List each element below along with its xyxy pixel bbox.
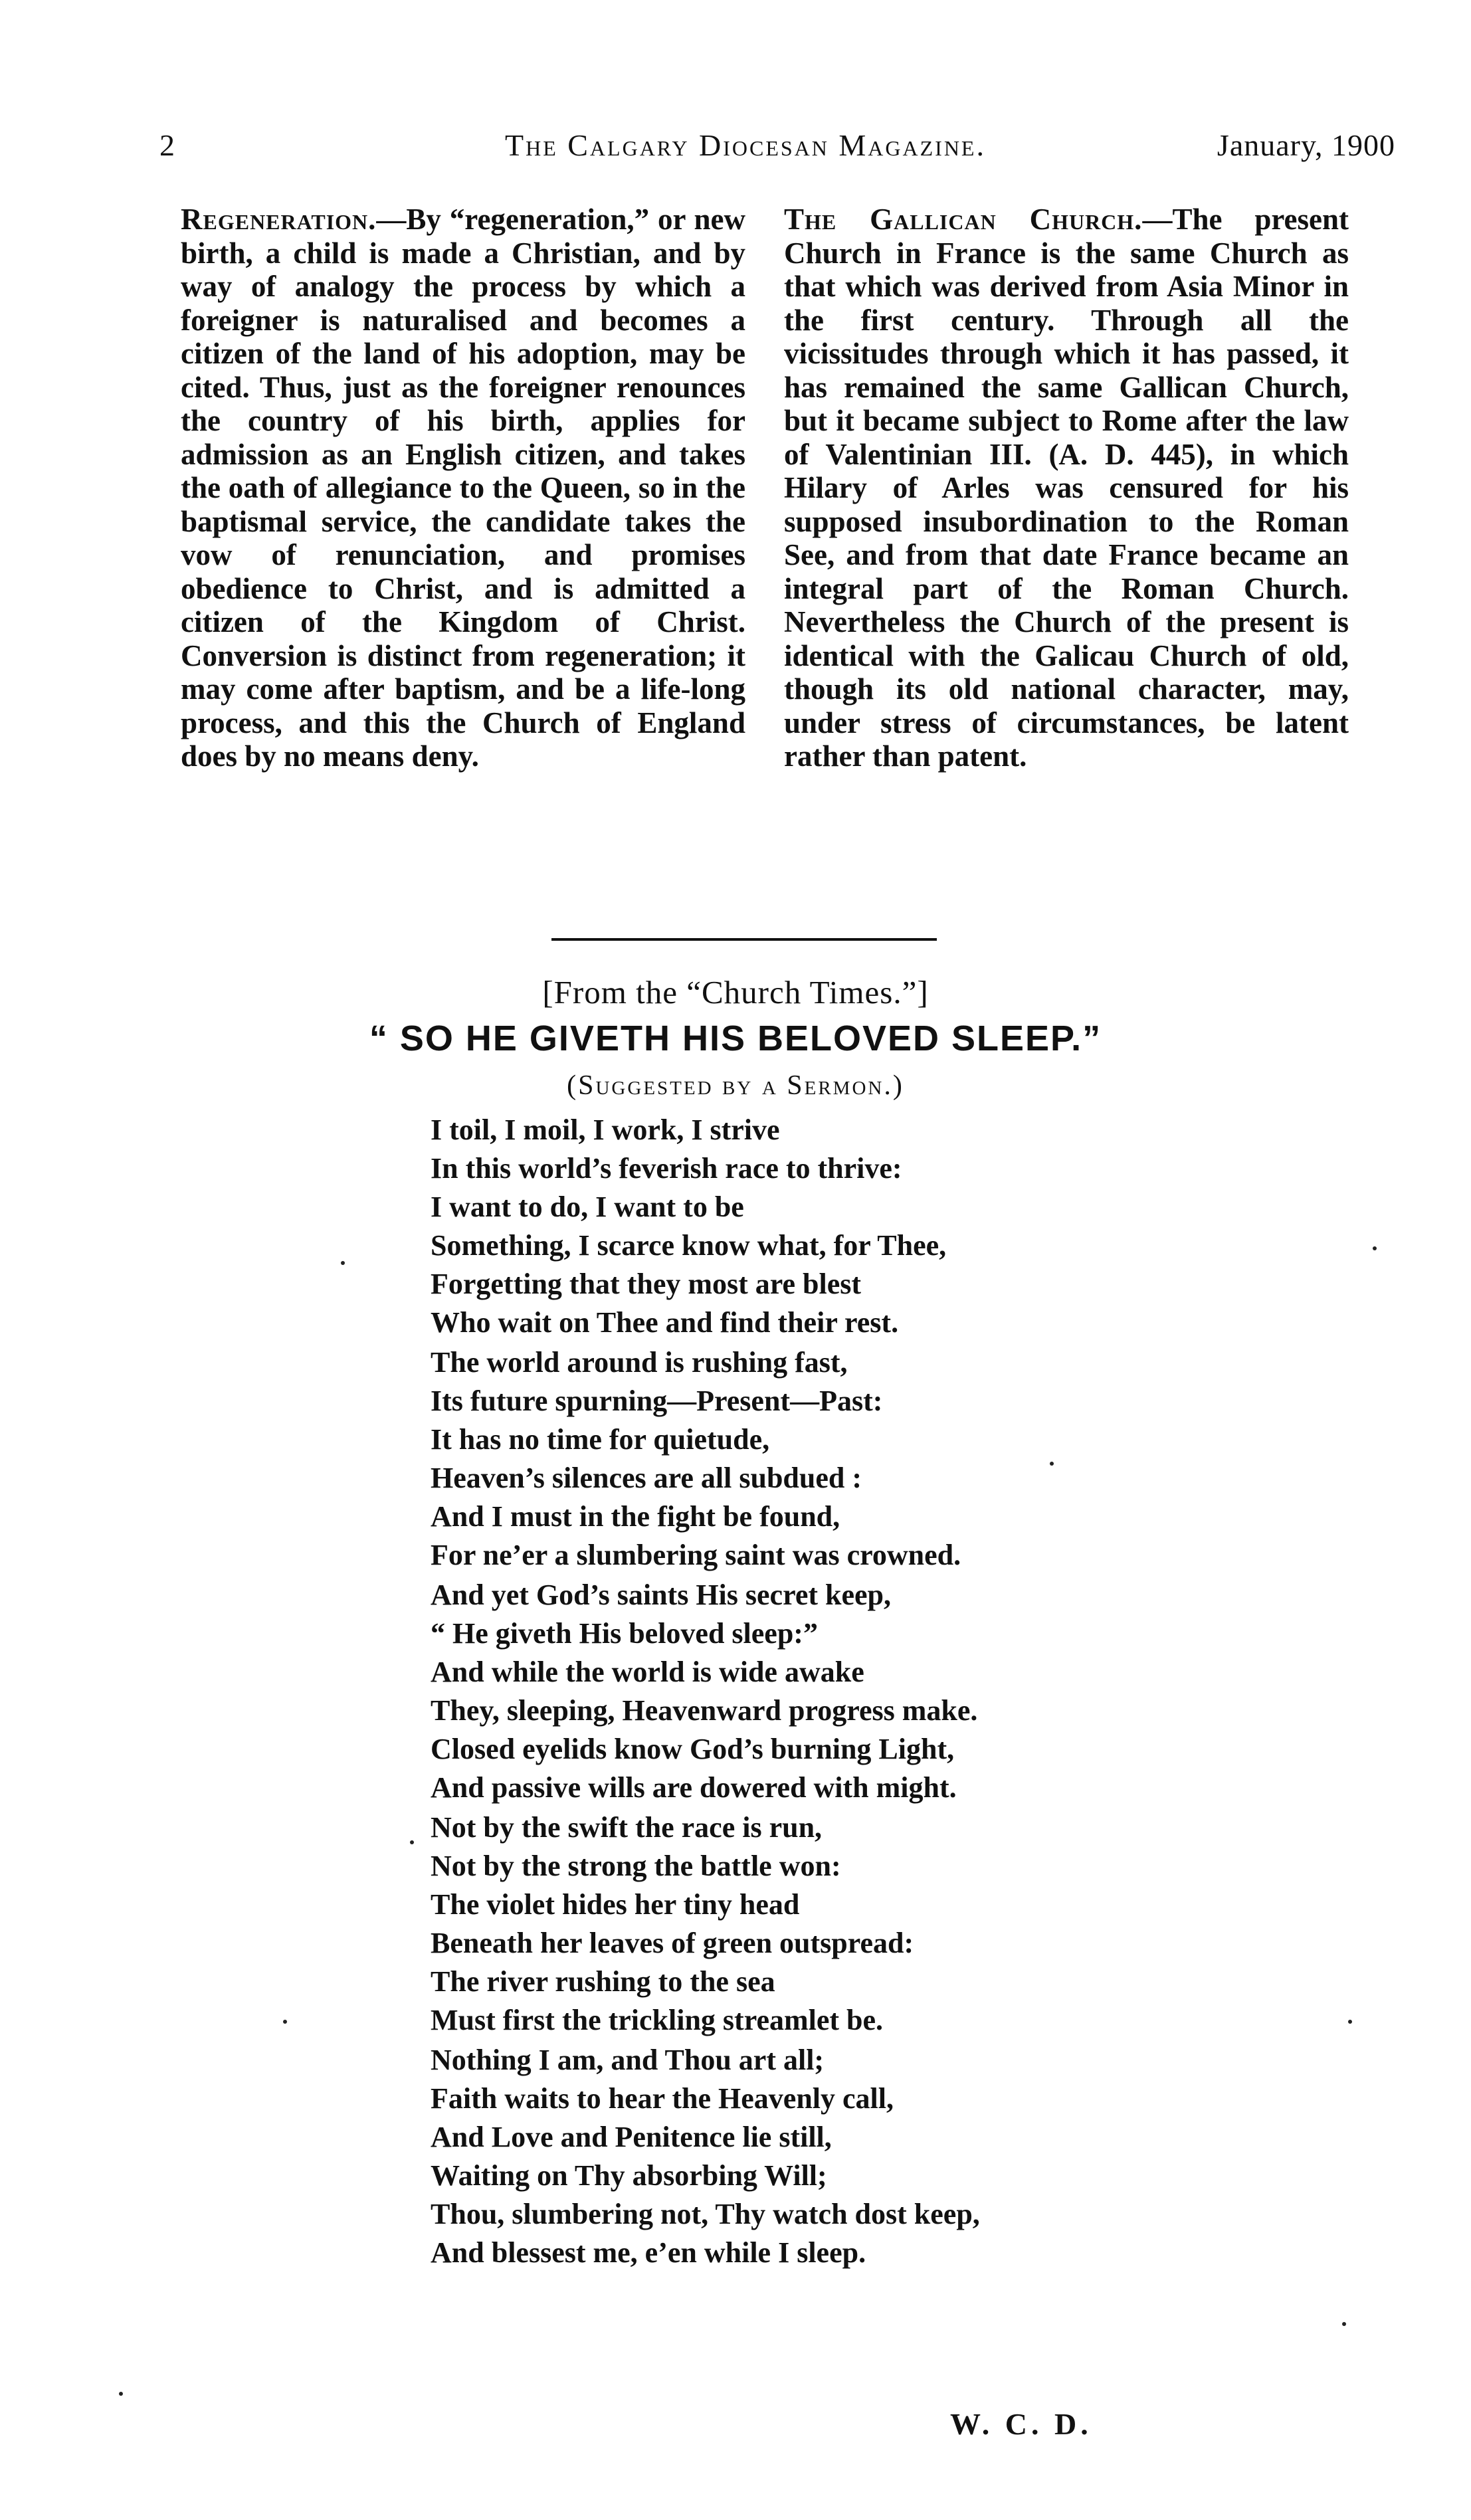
article-body: —By “regeneration,” or new birth, a child is made a Christian, and by way of analogy the process by which a foreigner is naturalised and becomes a citizen of the land of his adoption, may be cited. Thus, just as the foreigner renounces the country of his birth, applies for admission as an English citizen, and takes the oath of allegiance to the Queen, so in the baptismal service, the candidate takes the vow of renunciation, and promises obedience to Christ, and is admitted a citizen of the Kingdom of Christ. Conversion is distinct from regeneration; it may come after baptism, and be a life-long process, and this the Church of England does by no means deny. — [181, 203, 745, 773]
article-lead: The Gallican Church. — [784, 203, 1143, 236]
poem-line: I toil, I moil, I work, I strive — [431, 1114, 780, 1146]
poem-line: Beneath her leaves of green outspread: — [431, 1927, 914, 1959]
print-speck — [1348, 2020, 1352, 2024]
print-speck — [341, 1261, 345, 1265]
article-paragraph — [784, 203, 1349, 773]
poem-line: And I must in the fight be found, — [431, 1500, 840, 1533]
print-speck — [1342, 2322, 1346, 2326]
poem-stanza — [431, 1808, 914, 2040]
poem-line: And Love and Penitence lie still, — [431, 2121, 832, 2153]
print-speck — [119, 2392, 123, 2396]
article-regeneration — [181, 203, 745, 773]
poem-line: Who wait on Thee and find their rest. — [431, 1306, 899, 1339]
poem-line: Nothing I am, and Thou art all; — [431, 2044, 825, 2076]
poem-stanza — [431, 1111, 946, 1342]
section-divider — [551, 938, 937, 941]
poem-line: The violet hides her tiny head — [431, 1888, 800, 1921]
print-speck — [1373, 1246, 1377, 1250]
article-paragraph — [181, 203, 745, 773]
poem-line: “ He giveth His beloved sleep:” — [431, 1617, 818, 1650]
poem-line: The world around is rushing fast, — [431, 1346, 848, 1379]
poem-line: Faith waits to hear the Heavenly call, — [431, 2082, 894, 2115]
poem-stanza — [431, 1576, 977, 1807]
poem-line: The river rushing to the sea — [431, 1965, 775, 1998]
poem-line: They, sleeping, Heavenward progress make. — [431, 1694, 978, 1727]
poem-line: And blessest me, e’en while I sleep. — [431, 2236, 866, 2269]
poem-line: And passive wills are dowered with might. — [431, 1771, 957, 1804]
poem-line: Something, I scarce know what, for Thee, — [431, 1229, 947, 1262]
poem-line: Not by the swift the race is run, — [431, 1811, 823, 1844]
print-speck — [283, 2020, 287, 2024]
article-lead: Regeneration. — [181, 203, 377, 236]
print-speck — [410, 1840, 414, 1844]
poem-line: Closed eyelids know God’s burning Light, — [431, 1733, 955, 1765]
poem-line: Its future spurning—Present—Past: — [431, 1385, 883, 1417]
page-number: 2 — [159, 128, 175, 162]
poem-stanza — [431, 1343, 961, 1575]
poem-line: Waiting on Thy absorbing Will; — [431, 2159, 827, 2192]
poem-line: And yet God’s saints His secret keep, — [431, 1579, 891, 1611]
poem-line: In this world’s feverish race to thrive: — [431, 1152, 902, 1185]
magazine-title: The Calgary Diocesan Magazine. — [505, 128, 986, 162]
poem-line: Not by the strong the battle won: — [431, 1850, 841, 1882]
poem-stanza — [431, 2041, 980, 2272]
poem-line: And while the world is wide awake — [431, 1656, 864, 1688]
poem-title: “ SO HE GIVETH HIS BELOVED SLEEP.” — [369, 1018, 1102, 1058]
poem-line: Heaven’s silences are all subdued : — [431, 1462, 862, 1494]
poem-line: Must first the trickling streamlet be. — [431, 2004, 884, 2036]
poem-line: Forgetting that they most are blest — [431, 1268, 862, 1300]
article-gallican-church — [784, 203, 1349, 773]
poem-signature: W. C. D. — [950, 2407, 1092, 2441]
page-header — [159, 128, 1395, 174]
article-body: —The present Church in France is the same Church as that which was derived from Asia Minor in the first century. Through all the vicissitudes through which it has passed, it has remained the same Gallican Church, but it became subject to Rome after the law of Valentinian III. (A. D. 445), in which Hilary of Arles was censured for his supposed insubordination to the Roman See, and from that date France became an integral part of the Roman Church. Nevertheless the Church of the present is identical with the Galicau Church of old, though its old national character, may, under stress of circumstances, be latent rather than patent. — [784, 203, 1349, 773]
print-speck — [1050, 1462, 1054, 1466]
issue-date: January, 1900 — [1217, 128, 1395, 162]
poem-subtitle: (Suggested by a Sermon.) — [567, 1070, 904, 1101]
poem-line: It has no time for quietude, — [431, 1423, 770, 1456]
poem-line: I want to do, I want to be — [431, 1191, 744, 1223]
poem-line: Thou, slumbering not, Thy watch dost keep, — [431, 2198, 980, 2230]
poem-source: [From the “Church Times.”] — [542, 974, 929, 1011]
poem-line: For ne’er a slumbering saint was crowned. — [431, 1539, 961, 1571]
